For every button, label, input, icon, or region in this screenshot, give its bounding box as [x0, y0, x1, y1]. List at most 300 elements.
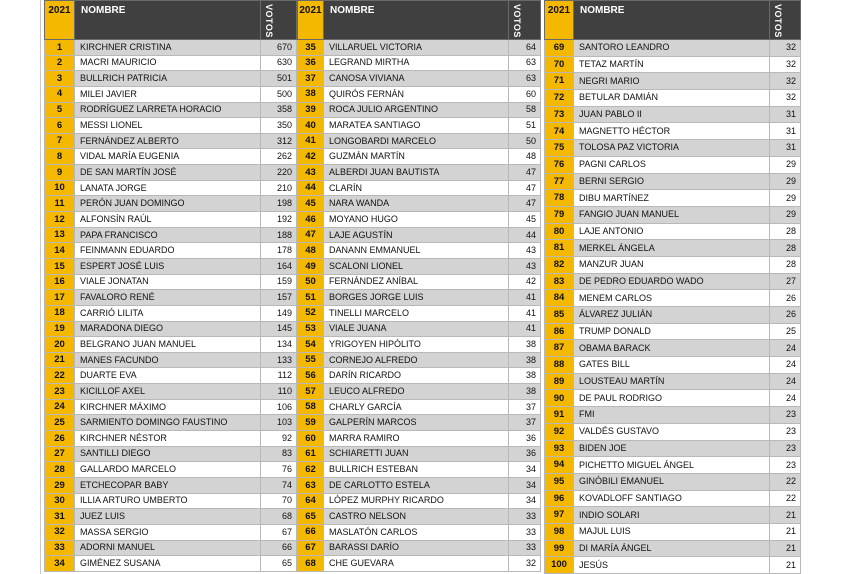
rank-cell: 62	[298, 462, 324, 478]
name-cell: YRIGOYEN HIPÓLITO	[324, 337, 509, 353]
header-votes-wrap	[509, 1, 527, 38]
name-cell: MASLATÓN CARLOS	[324, 524, 509, 540]
rank-cell: 25	[45, 415, 75, 431]
ranking-table-3	[544, 0, 801, 574]
name-cell: DE PEDRO EDUARDO WADO	[574, 273, 770, 290]
name-cell: INDIO SOLARI	[574, 507, 770, 524]
table-row	[298, 149, 541, 165]
name-cell: BELGRANO JUAN MANUEL	[75, 337, 261, 353]
votes-cell: 198	[261, 196, 297, 212]
table-row	[298, 352, 541, 368]
name-cell: DANANN EMMANUEL	[324, 243, 509, 259]
votes-cell: 188	[261, 227, 297, 243]
header-row	[298, 1, 541, 40]
rank-cell: 1	[45, 40, 75, 56]
table-row	[545, 256, 801, 273]
name-cell: BETULAR DAMIÁN	[574, 90, 770, 107]
rank-cell: 53	[298, 321, 324, 337]
votes-cell: 23	[770, 457, 801, 474]
votes-cell: 358	[261, 102, 297, 118]
rank-cell: 58	[298, 399, 324, 415]
rank-cell: 14	[45, 243, 75, 259]
votes-cell: 34	[509, 462, 541, 478]
ranking-table-1	[44, 0, 297, 572]
rank-cell: 98	[545, 523, 574, 540]
votes-cell: 31	[770, 123, 801, 140]
header-votes: VOTOS	[512, 4, 522, 38]
rank-cell: 88	[545, 357, 574, 374]
votes-cell: 32	[770, 90, 801, 107]
table-row	[545, 507, 801, 524]
votes-cell: 47	[509, 196, 541, 212]
votes-cell: 103	[261, 415, 297, 431]
votes-cell: 350	[261, 118, 297, 134]
table-row	[298, 165, 541, 181]
name-cell: MARRA RAMIRO	[324, 431, 509, 447]
name-cell: BULLRICH ESTEBAN	[324, 462, 509, 478]
name-cell: MAJUL LUIS	[574, 523, 770, 540]
table-row	[545, 73, 801, 90]
rank-cell: 43	[298, 165, 324, 181]
votes-cell: 63	[509, 71, 541, 87]
rank-cell: 99	[545, 540, 574, 557]
table-row	[298, 462, 541, 478]
rank-cell: 73	[545, 106, 574, 123]
name-cell: VIDAL MARÍA EUGENIA	[75, 149, 261, 165]
votes-cell: 33	[509, 509, 541, 525]
votes-cell: 24	[770, 357, 801, 374]
rank-cell: 15	[45, 258, 75, 274]
votes-cell: 37	[509, 399, 541, 415]
rank-cell: 49	[298, 258, 324, 274]
votes-cell: 38	[509, 384, 541, 400]
votes-cell: 37	[509, 415, 541, 431]
table-row	[45, 102, 297, 118]
header-votes: VOTOS	[264, 4, 274, 38]
name-cell: DARÍN RICARDO	[324, 368, 509, 384]
votes-cell: 44	[509, 227, 541, 243]
rank-cell: 16	[45, 274, 75, 290]
rank-cell: 61	[298, 446, 324, 462]
table-row	[545, 307, 801, 324]
name-cell: MARADONA DIEGO	[75, 321, 261, 337]
table-row	[45, 274, 297, 290]
votes-cell: 29	[770, 190, 801, 207]
table-row	[45, 384, 297, 400]
table-row	[45, 509, 297, 525]
rank-cell: 59	[298, 415, 324, 431]
name-cell: ALFONSÍN RAÚL	[75, 212, 261, 228]
table-row	[545, 140, 801, 157]
name-cell: TETAZ MARTÍN	[574, 56, 770, 73]
rank-cell: 9	[45, 165, 75, 181]
table-row	[45, 118, 297, 134]
rank-cell: 69	[545, 40, 574, 57]
rank-cell: 46	[298, 212, 324, 228]
name-cell: DE PAUL RODRIGO	[574, 390, 770, 407]
votes-cell: 38	[509, 337, 541, 353]
header-name: NOMBRE	[75, 1, 261, 40]
votes-cell: 28	[770, 240, 801, 257]
header-name: NOMBRE	[574, 1, 770, 40]
votes-cell: 24	[770, 373, 801, 390]
votes-cell: 24	[770, 340, 801, 357]
table-row	[545, 373, 801, 390]
rank-cell: 45	[298, 196, 324, 212]
votes-cell: 47	[509, 165, 541, 181]
table-row	[45, 352, 297, 368]
table-row	[298, 290, 541, 306]
header-votes-cell	[509, 1, 541, 40]
table-row	[298, 540, 541, 556]
name-cell: PERÓN JUAN DOMINGO	[75, 196, 261, 212]
name-cell: NARA WANDA	[324, 196, 509, 212]
rank-cell: 23	[45, 384, 75, 400]
name-cell: BERNI SERGIO	[574, 173, 770, 190]
name-cell: MESSI LIONEL	[75, 118, 261, 134]
votes-cell: 500	[261, 86, 297, 102]
table-row	[545, 206, 801, 223]
votes-cell: 192	[261, 212, 297, 228]
votes-cell: 41	[509, 321, 541, 337]
rank-cell: 60	[298, 431, 324, 447]
table-row	[545, 523, 801, 540]
table-row	[298, 86, 541, 102]
rank-cell: 24	[45, 399, 75, 415]
rank-cell: 19	[45, 321, 75, 337]
table-row	[298, 40, 541, 56]
votes-cell: 133	[261, 352, 297, 368]
rank-cell: 66	[298, 524, 324, 540]
name-cell: ESPERT JOSÉ LUIS	[75, 258, 261, 274]
name-cell: CARRIÓ LILITA	[75, 305, 261, 321]
rank-cell: 13	[45, 227, 75, 243]
table-row	[298, 212, 541, 228]
rank-cell: 71	[545, 73, 574, 90]
name-cell: SARMIENTO DOMINGO FAUSTINO	[75, 415, 261, 431]
votes-cell: 65	[261, 556, 297, 572]
header-votes-wrap	[770, 1, 788, 38]
name-cell: CHARLY GARCÍA	[324, 399, 509, 415]
table-row	[545, 90, 801, 107]
name-cell: FANGIO JUAN MANUEL	[574, 206, 770, 223]
rank-cell: 70	[545, 56, 574, 73]
name-cell: CLARÍN	[324, 180, 509, 196]
table-row	[45, 40, 297, 56]
name-cell: SCHIARETTI JUAN	[324, 446, 509, 462]
table-row	[298, 118, 541, 134]
votes-cell: 501	[261, 71, 297, 87]
header-votes-wrap	[261, 1, 279, 38]
name-cell: LONGOBARDI MARCELO	[324, 133, 509, 149]
table-row	[298, 196, 541, 212]
table-row	[545, 273, 801, 290]
rank-cell: 68	[298, 556, 324, 572]
votes-cell: 178	[261, 243, 297, 259]
rank-cell: 44	[298, 180, 324, 196]
name-cell: SANTORO LEANDRO	[574, 40, 770, 57]
table-row	[45, 180, 297, 196]
rank-cell: 22	[45, 368, 75, 384]
rank-cell: 96	[545, 490, 574, 507]
rank-cell: 82	[545, 256, 574, 273]
name-cell: RODRÍGUEZ LARRETA HORACIO	[75, 102, 261, 118]
table-row	[545, 190, 801, 207]
votes-cell: 31	[770, 106, 801, 123]
rank-cell: 31	[45, 509, 75, 525]
rank-cell: 77	[545, 173, 574, 190]
table-row	[298, 243, 541, 259]
table-row	[545, 240, 801, 257]
votes-cell: 34	[509, 493, 541, 509]
rank-cell: 33	[45, 540, 75, 556]
rank-cell: 100	[545, 557, 574, 574]
table-row	[545, 340, 801, 357]
rank-cell: 4	[45, 86, 75, 102]
name-cell: KICILLOF AXEL	[75, 384, 261, 400]
name-cell: NEGRI MARIO	[574, 73, 770, 90]
table-row	[45, 305, 297, 321]
name-cell: FAVALORO RENÉ	[75, 290, 261, 306]
votes-cell: 34	[509, 477, 541, 493]
votes-cell: 23	[770, 440, 801, 457]
rank-cell: 67	[298, 540, 324, 556]
rank-cell: 39	[298, 102, 324, 118]
name-cell: GALPERÍN MARCOS	[324, 415, 509, 431]
name-cell: BULLRICH PATRICIA	[75, 71, 261, 87]
name-cell: ADORNI MANUEL	[75, 540, 261, 556]
name-cell: JUEZ LUIS	[75, 509, 261, 525]
votes-cell: 25	[770, 323, 801, 340]
rank-cell: 11	[45, 196, 75, 212]
name-cell: FERNÁNDEZ ALBERTO	[75, 133, 261, 149]
table-row	[298, 227, 541, 243]
header-votes: VOTOS	[773, 4, 783, 38]
header-name: NOMBRE	[324, 1, 509, 40]
table-row	[545, 557, 801, 574]
table-row	[545, 106, 801, 123]
rank-cell: 42	[298, 149, 324, 165]
votes-cell: 38	[509, 352, 541, 368]
rank-cell: 21	[45, 352, 75, 368]
table-row	[45, 149, 297, 165]
rank-cell: 5	[45, 102, 75, 118]
votes-cell: 106	[261, 399, 297, 415]
votes-cell: 63	[509, 55, 541, 71]
table-row	[45, 212, 297, 228]
rank-cell: 92	[545, 423, 574, 440]
table-row	[545, 173, 801, 190]
rank-cell: 55	[298, 352, 324, 368]
votes-cell: 21	[770, 523, 801, 540]
rank-cell: 79	[545, 206, 574, 223]
name-cell: SCALONI LIONEL	[324, 258, 509, 274]
table-row	[45, 321, 297, 337]
votes-cell: 27	[770, 273, 801, 290]
name-cell: FERNÁNDEZ ANÍBAL	[324, 274, 509, 290]
votes-cell: 110	[261, 384, 297, 400]
votes-cell: 33	[509, 524, 541, 540]
table-row	[45, 462, 297, 478]
table-row	[545, 457, 801, 474]
rank-cell: 18	[45, 305, 75, 321]
table-row	[545, 423, 801, 440]
header-row	[545, 1, 801, 40]
name-cell: GINÓBILI EMANUEL	[574, 473, 770, 490]
table-row	[545, 223, 801, 240]
rank-cell: 74	[545, 123, 574, 140]
name-cell: GIMÉNEZ SUSANA	[75, 556, 261, 572]
name-cell: DI MARÍA ÁNGEL	[574, 540, 770, 557]
rank-cell: 89	[545, 373, 574, 390]
name-cell: KIRCHNER CRISTINA	[75, 40, 261, 56]
votes-cell: 630	[261, 55, 297, 71]
name-cell: VALDÉS GUSTAVO	[574, 423, 770, 440]
votes-cell: 51	[509, 118, 541, 134]
name-cell: ETCHECOPAR BABY	[75, 477, 261, 493]
rank-cell: 56	[298, 368, 324, 384]
table-row	[298, 431, 541, 447]
header-votes-cell	[261, 1, 297, 40]
votes-cell: 145	[261, 321, 297, 337]
rank-cell: 86	[545, 323, 574, 340]
name-cell: VIALE JONATAN	[75, 274, 261, 290]
table-row	[298, 493, 541, 509]
table-row	[45, 368, 297, 384]
table-row	[45, 524, 297, 540]
name-cell: BIDEN JOE	[574, 440, 770, 457]
name-cell: LEUCO ALFREDO	[324, 384, 509, 400]
votes-cell: 134	[261, 337, 297, 353]
votes-cell: 58	[509, 102, 541, 118]
table-row	[298, 556, 541, 572]
name-cell: LAJE ANTONIO	[574, 223, 770, 240]
table-row	[45, 71, 297, 87]
table-row	[45, 337, 297, 353]
table-row	[545, 156, 801, 173]
table-row	[298, 337, 541, 353]
rank-cell: 85	[545, 307, 574, 324]
name-cell: VILLARUEL VICTORIA	[324, 40, 509, 56]
votes-cell: 36	[509, 446, 541, 462]
rank-cell: 93	[545, 440, 574, 457]
name-cell: JUAN PABLO II	[574, 106, 770, 123]
rank-cell: 2	[45, 55, 75, 71]
rank-cell: 36	[298, 55, 324, 71]
votes-cell: 164	[261, 258, 297, 274]
table-row	[45, 165, 297, 181]
header-row	[45, 1, 297, 40]
rank-cell: 38	[298, 86, 324, 102]
votes-cell: 41	[509, 290, 541, 306]
votes-cell: 38	[509, 368, 541, 384]
name-cell: KIRCHNER NÉSTOR	[75, 431, 261, 447]
rank-cell: 7	[45, 133, 75, 149]
name-cell: ÁLVAREZ JULIÁN	[574, 307, 770, 324]
rank-cell: 12	[45, 212, 75, 228]
name-cell: MENEM CARLOS	[574, 290, 770, 307]
rank-cell: 91	[545, 407, 574, 424]
votes-cell: 26	[770, 290, 801, 307]
votes-cell: 42	[509, 274, 541, 290]
table-row	[298, 133, 541, 149]
votes-cell: 32	[770, 40, 801, 57]
rank-cell: 30	[45, 493, 75, 509]
header-year: 2021	[298, 1, 324, 40]
votes-cell: 26	[770, 307, 801, 324]
rank-cell: 54	[298, 337, 324, 353]
table-row	[298, 55, 541, 71]
votes-cell: 210	[261, 180, 297, 196]
votes-cell: 23	[770, 407, 801, 424]
table-row	[545, 56, 801, 73]
header-votes-cell	[770, 1, 801, 40]
votes-cell: 41	[509, 305, 541, 321]
rank-cell: 76	[545, 156, 574, 173]
name-cell: PAPA FRANCISCO	[75, 227, 261, 243]
table-row	[298, 180, 541, 196]
name-cell: BARASSI DARÍO	[324, 540, 509, 556]
table-row	[545, 357, 801, 374]
name-cell: FMI	[574, 407, 770, 424]
votes-cell: 149	[261, 305, 297, 321]
name-cell: ALBERDI JUAN BAUTISTA	[324, 165, 509, 181]
votes-cell: 21	[770, 557, 801, 574]
rank-cell: 10	[45, 180, 75, 196]
votes-cell: 23	[770, 423, 801, 440]
name-cell: TOLOSA PAZ VICTORIA	[574, 140, 770, 157]
rank-cell: 3	[45, 71, 75, 87]
votes-cell: 32	[509, 556, 541, 572]
table-row	[45, 415, 297, 431]
rank-cell: 95	[545, 473, 574, 490]
votes-cell: 64	[509, 40, 541, 56]
votes-cell: 50	[509, 133, 541, 149]
name-cell: KOVADLOFF SANTIAGO	[574, 490, 770, 507]
rank-cell: 8	[45, 149, 75, 165]
table-row	[45, 196, 297, 212]
votes-cell: 312	[261, 133, 297, 149]
table-row	[45, 477, 297, 493]
name-cell: MAGNETTO HÉCTOR	[574, 123, 770, 140]
rank-cell: 90	[545, 390, 574, 407]
votes-cell: 157	[261, 290, 297, 306]
name-cell: OBAMA BARACK	[574, 340, 770, 357]
rank-cell: 78	[545, 190, 574, 207]
votes-cell: 66	[261, 540, 297, 556]
votes-cell: 33	[509, 540, 541, 556]
rank-cell: 84	[545, 290, 574, 307]
table-row	[298, 258, 541, 274]
header-year: 2021	[545, 1, 574, 40]
name-cell: MANZUR JUAN	[574, 256, 770, 273]
votes-cell: 83	[261, 446, 297, 462]
name-cell: KIRCHNER MÁXIMO	[75, 399, 261, 415]
rank-cell: 65	[298, 509, 324, 525]
name-cell: PICHETTO MIGUEL ÁNGEL	[574, 457, 770, 474]
table-row	[298, 71, 541, 87]
votes-cell: 60	[509, 86, 541, 102]
votes-cell: 28	[770, 223, 801, 240]
table-row	[298, 305, 541, 321]
name-cell: QUIRÓS FERNÁN	[324, 86, 509, 102]
name-cell: CORNEJO ALFREDO	[324, 352, 509, 368]
votes-cell: 76	[261, 462, 297, 478]
votes-cell: 29	[770, 156, 801, 173]
name-cell: MOYANO HUGO	[324, 212, 509, 228]
votes-cell: 74	[261, 477, 297, 493]
table-row	[45, 431, 297, 447]
